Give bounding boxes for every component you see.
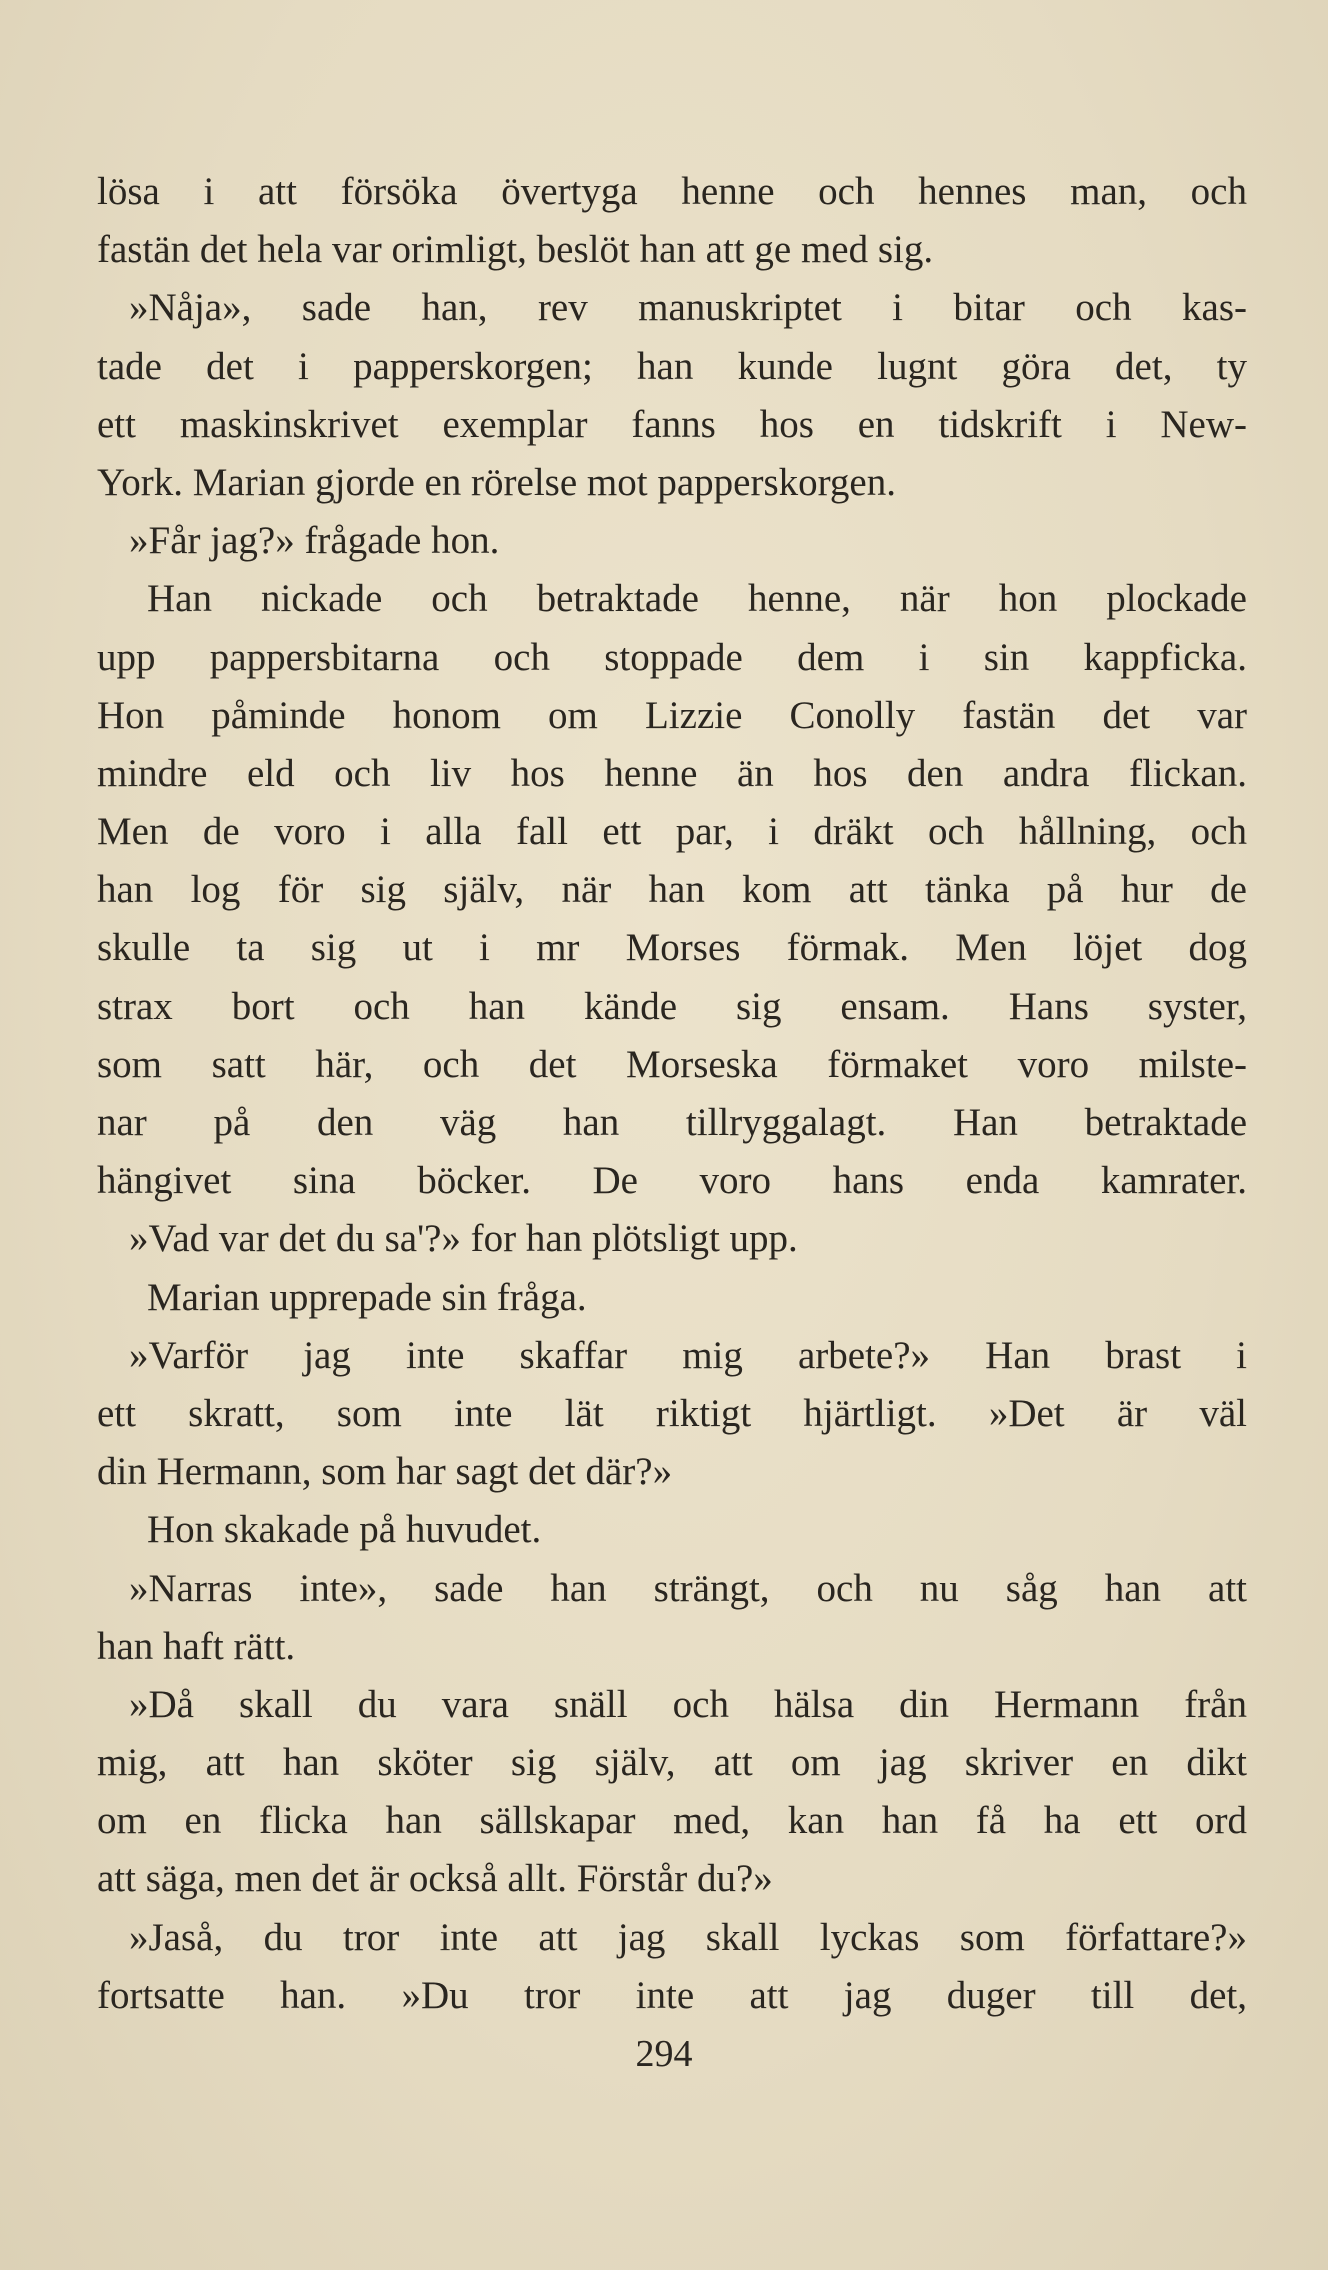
text-line: tade det i papperskorgen; han kunde lugnt göra det, ty (97, 344, 1247, 388)
text-line: mig, att han sköter sig själv, att om jag skriver en dikt (97, 1741, 1247, 1785)
text-line: nar på den väg han tillryggalagt. Han betraktade (97, 1101, 1247, 1144)
text-line: Marian upprepade sin fråga. (147, 1275, 587, 1319)
text-line: som satt här, och det Morseska förmaket voro milste- (97, 1042, 1247, 1086)
text-line: hängivet sina böcker. De voro hans enda kamrater. (97, 1159, 1247, 1203)
text-line: »Jaså, du tror inte att jag skall lyckas som författare?» (129, 1915, 1247, 1959)
text-line: Men de voro i alla fall ett par, i dräkt och hållning, och (97, 810, 1247, 854)
text-line: upp pappersbitarna och stoppade dem i sin kappficka. (97, 635, 1247, 679)
text-line: strax bort och han kände sig ensam. Hans syster, (97, 984, 1247, 1028)
text-line: han log för sig själv, när han kom att tänka på hur de (97, 868, 1247, 912)
text-line: din Hermann, som har sagt det där?» (97, 1450, 673, 1494)
text-line: Hon påminde honom om Lizzie Conolly fastän det var (97, 693, 1247, 737)
text-line: York. Marian gjorde en rörelse mot papperskorgen. (97, 460, 896, 504)
text-line: ett maskinskrivet exemplar fanns hos en tidskrift i New- (97, 402, 1247, 446)
text-line: »Narras inte», sade han strängt, och nu såg han att (129, 1566, 1247, 1610)
text-line: mindre eld och liv hos henne än hos den andra flickan. (97, 751, 1247, 795)
text-line: fastän det hela var orimligt, beslöt han att ge med sig. (97, 228, 934, 272)
text-line: han haft rätt. (97, 1624, 296, 1668)
text-line: »Vad var det du sa'?» for han plötsligt upp. (129, 1217, 798, 1261)
body-text (97, 163, 1247, 2025)
text-line: ett skratt, som inte lät riktigt hjärtligt. »Det är väl (97, 1391, 1247, 1435)
text-line: »Varför jag inte skaffar mig arbete?» Han brast i (129, 1333, 1247, 1377)
text-line: skulle ta sig ut i mr Morses förmak. Men löjet dog (97, 926, 1247, 970)
text-line: fortsatte han. »Du tror inte att jag duger till det, (97, 1973, 1247, 2017)
text-line: »Nåja», sade han, rev manuskriptet i bitar och kas- (129, 286, 1247, 330)
text-line: lösa i att försöka övertyga henne och hennes man, och (97, 170, 1247, 213)
text-line: »Då skall du vara snäll och hälsa din Hermann från (129, 1682, 1247, 1726)
text-line: Han nickade och betraktade henne, när hon plockade (147, 577, 1247, 621)
text-line: om en flicka han sällskapar med, kan han få ha ett ord (97, 1799, 1247, 1843)
text-line: att säga, men det är också allt. Förstår du?» (97, 1857, 773, 1901)
text-line: Hon skakade på huvudet. (147, 1508, 542, 1552)
page-number: 294 (635, 2033, 693, 2075)
text-line: »Får jag?» frågade hon. (129, 519, 500, 563)
